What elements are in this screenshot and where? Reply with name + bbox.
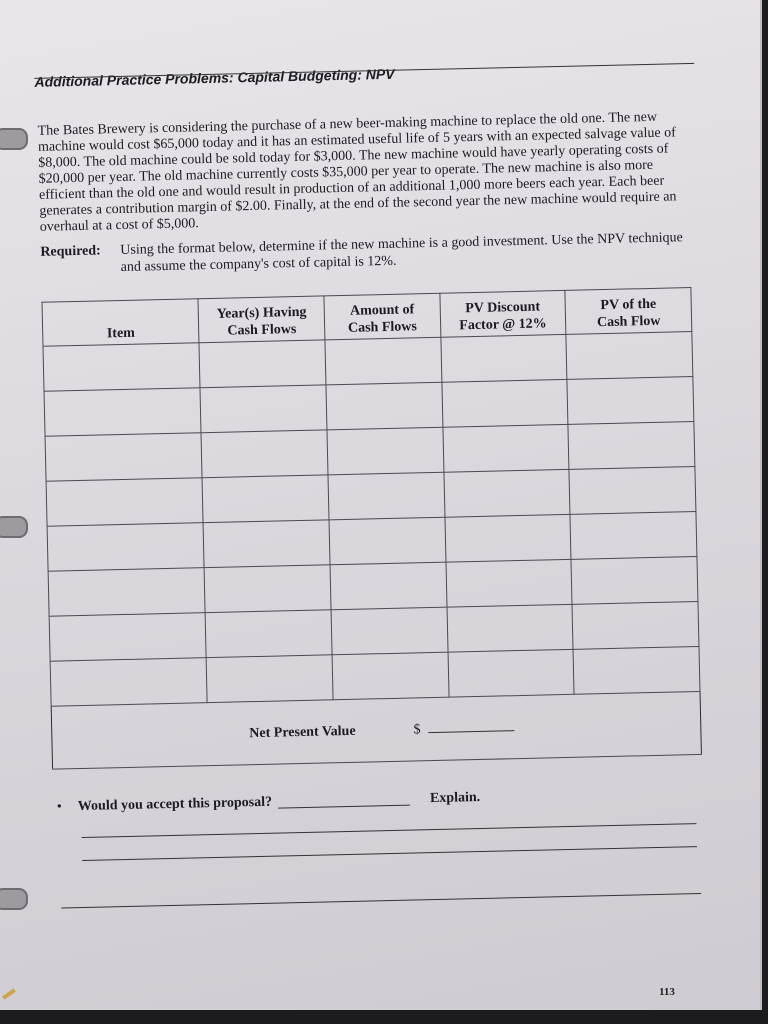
table-cell[interactable]	[572, 601, 699, 649]
binder-ring-hole	[0, 128, 28, 150]
table-cell[interactable]	[325, 337, 441, 385]
page-number: 113	[659, 986, 675, 998]
table-cell[interactable]	[568, 422, 695, 470]
table-cell[interactable]	[332, 652, 448, 700]
currency-symbol: $	[413, 722, 421, 738]
explanation-line[interactable]	[82, 846, 697, 861]
binder-ring-hole	[0, 888, 28, 910]
table-cell[interactable]	[440, 334, 567, 382]
table-cell[interactable]	[445, 514, 572, 562]
net-present-value-answer-line[interactable]	[428, 720, 514, 733]
table-cell[interactable]	[46, 478, 203, 527]
column-header-pv-cash-flow: PV of the Cash Flow	[565, 288, 692, 335]
table-cell[interactable]	[567, 377, 694, 425]
net-present-value-label: Net Present Value	[249, 723, 356, 742]
table-cell[interactable]	[50, 658, 207, 707]
table-cell[interactable]	[203, 520, 330, 568]
accept-proposal-question	[57, 785, 707, 816]
table-cell[interactable]	[570, 512, 697, 560]
table-cell[interactable]	[49, 613, 206, 662]
table-cell[interactable]	[44, 388, 201, 437]
table-cell[interactable]	[446, 559, 573, 607]
explanation-line[interactable]	[82, 823, 697, 838]
question-text: Would you accept this proposal?	[77, 794, 273, 815]
table-cell[interactable]	[442, 424, 569, 472]
required-instruction	[40, 229, 695, 278]
npv-worksheet-table	[41, 287, 701, 770]
table-cell[interactable]	[569, 467, 696, 515]
required-label: Required:	[40, 243, 101, 260]
table-cell[interactable]	[328, 472, 444, 520]
table-cell[interactable]	[331, 607, 447, 655]
page-content	[30, 45, 709, 909]
table-cell[interactable]	[330, 562, 446, 610]
section-title: Additional Practice Problems: Capital Budgeting: NPV	[34, 59, 690, 90]
table-cell[interactable]	[447, 604, 574, 652]
table-cell[interactable]	[441, 379, 568, 427]
net-present-value-cell	[51, 691, 701, 769]
column-header-pv-factor: PV Discount Factor @ 12%	[439, 290, 566, 337]
required-text: Using the format below, determine if the new machine is a good investment. Use the NPV technique and assume the company's cost of capital is 12%.	[120, 230, 683, 275]
table-cell[interactable]	[205, 610, 332, 658]
table-cell[interactable]	[566, 332, 693, 380]
table-cell[interactable]	[199, 340, 326, 388]
table-cell[interactable]	[43, 343, 200, 392]
table-cell[interactable]	[571, 556, 698, 604]
problem-statement: The Bates Brewery is considering the purchase of a new beer-making machine to replace the old one. The new machine would cost $65,000 today and it has an estimated useful life of 5 years with an expected salvage value of $8,000. The old machine could be sold today for $3,000. The new machine would have yearly operating costs of $20,000 per year. The old machine currently costs $35,000 per year to operate. The new machine is also more efficient than the old one and would result in production of an additional 1,000 more beers each year. Each beer generates a contribution margin of $2.00. Finally, at the end of the second year the new machine would require an overhaul at a cost of $5,000.	[37, 109, 677, 235]
column-header-item: Item	[42, 299, 199, 347]
column-header-amount: Amount of Cash Flows	[324, 293, 440, 340]
table-cell[interactable]	[329, 517, 445, 565]
table-cell[interactable]	[200, 385, 327, 433]
table-cell[interactable]	[48, 568, 205, 617]
table-cell[interactable]	[326, 382, 442, 430]
explanation-line[interactable]	[61, 893, 701, 909]
binder-ring-hole	[0, 516, 28, 538]
table-cell[interactable]	[45, 433, 202, 482]
explain-label: Explain.	[429, 789, 481, 807]
accept-answer-line[interactable]	[278, 805, 410, 809]
table-cell[interactable]	[202, 475, 329, 523]
table-cell[interactable]	[47, 523, 204, 572]
column-header-years: Year(s) Having Cash Flows	[198, 296, 325, 343]
net-present-value-row	[51, 691, 701, 769]
table-cell[interactable]	[204, 565, 331, 613]
table-cell[interactable]	[201, 430, 328, 478]
table-cell[interactable]	[206, 655, 333, 703]
table-cell[interactable]	[327, 427, 443, 475]
table-cell[interactable]	[448, 649, 575, 697]
bullet: •	[56, 799, 63, 815]
table-cell[interactable]	[573, 646, 700, 694]
table-cell[interactable]	[444, 469, 571, 517]
